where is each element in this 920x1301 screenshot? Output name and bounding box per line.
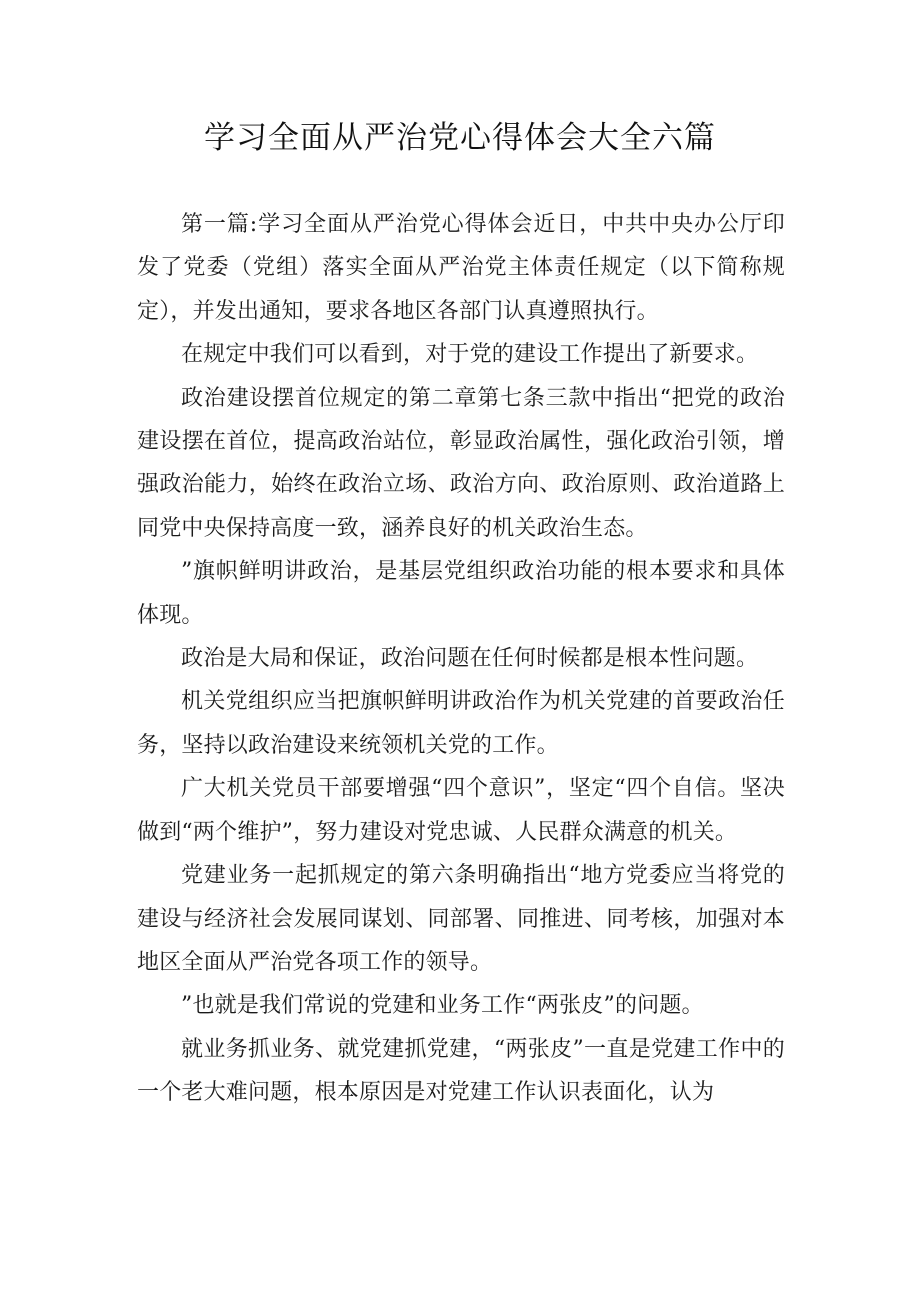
paragraph-2: 在规定中我们可以看到，对于党的建设工作提出了新要求。 [181,342,759,368]
paragraph-6: 机关党组织应当把旗帜鲜明讲政治作为机关党建的首要政治任务，坚持以政治建设来统领机关党的工作。 [137,689,785,758]
paragraph-9: ”也就是我们常说的党建和业务工作“两张皮”的问题。 [181,993,704,1019]
paragraph-8: 党建业务一起抓规定的第六条明确指出“地方党委应当将党的建设与经济社会发展同谋划、同部署、同推进、同考核，加强对本地区全面从严治党各项工作的领导。 [137,863,785,975]
paragraph-10: 就业务抓业务、就党建抓党建，“两张皮”一直是党建工作中的一个老大难问题，根本原因是对党建工作认识表面化，认为 [137,1036,785,1106]
paragraph-3: 政治建设摆首位规定的第二章第七条三款中指出“把党的政治建设摆在首位，提高政治站位，彰显政治属性，强化政治引领，增强政治能力，始终在政治立场、政治方向、政治原则、政治道路上同党中央保持高度一致，涵养良好的机关政治生态。 [137,385,785,541]
document-title: 学习全面从严治党心得体会大全六篇 [204,120,716,156]
paragraph-4: ”旗帜鲜明讲政治，是基层党组织政治功能的根本要求和具体体现。 [137,559,785,628]
document-body [137,203,785,1115]
paragraph-7: 广大机关党员干部要增强“四个意识”，坚定“四个自信。坚决做到“两个维护”，努力建设对党忠诚、人民群众满意的机关。 [137,776,785,845]
paragraph-1: 第一篇:学习全面从严治党心得体会近日，中共中央办公厅印发了党委（党组）落实全面从严治党主体责任规定（以下简称规定），并发出通知，要求各地区各部门认真遵照执行。 [137,212,785,324]
paragraph-5: 政治是大局和保证，政治问题在任何时候都是根本性问题。 [181,646,759,672]
